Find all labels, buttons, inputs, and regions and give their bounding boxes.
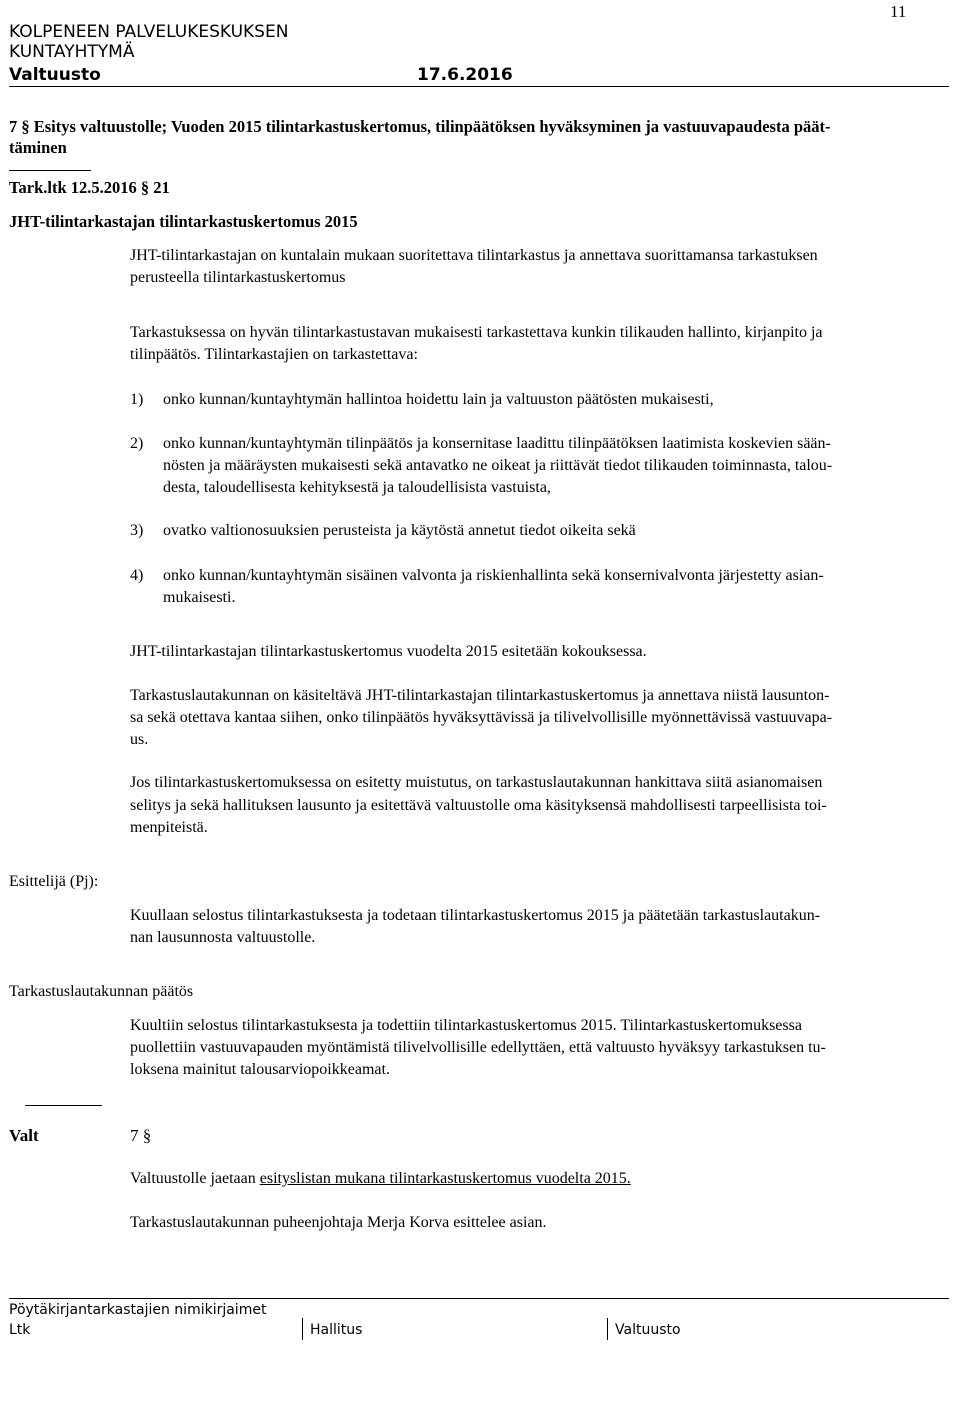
footer-rule [9, 1298, 949, 1299]
paragraph-4-line3: us. [130, 731, 149, 748]
org-name-line1: KOLPENEEN PALVELUKESKUKSEN [9, 22, 289, 42]
decision-line3: loksena mainitut talousarviopoikkeamat. [130, 1061, 390, 1078]
presenter-proposal-line1: Kuullaan selostus tilintarkastuksesta ja todetaan tilintarkastuskertomus 2015 ja päätetään tarkastuslautakun- [130, 907, 821, 924]
list-item-3-line1: ovatko valtionosuuksien perusteista ja käytöstä annetut tiedot oikeita sekä [163, 522, 636, 539]
paragraph-2-line1: Tarkastuksessa on hyvän tilintarkastustavan mukaisesti tarkastettava kunkin tilikauden hallinto, kirjanpito ja [130, 324, 823, 341]
meeting-body: Valtuusto [9, 65, 101, 85]
list-item-4-line1: onko kunnan/kuntayhtymän sisäinen valvonta ja riskienhallinta sekä konsernivalvonta järjestetty asian- [163, 567, 824, 584]
valt-section: 7 § [130, 1126, 152, 1145]
paragraph-5-line2: selitys ja sekä hallituksen lausunto ja esitettävä valtuustolle oma käsityksensä mahdollisesti tarpeellisista toi- [130, 797, 827, 814]
paragraph-1-line2: perusteella tilintarkastuskertomus [130, 269, 346, 286]
list-item-2-number: 2) [130, 435, 144, 452]
decision-label: Tarkastuslautakunnan päätös [9, 983, 194, 1000]
item-subtitle: JHT-tilintarkastajan tilintarkastuskertomus 2015 [9, 212, 358, 231]
footer-col-ltk: Ltk [9, 1322, 31, 1338]
footer-col-divider-2 [607, 1318, 608, 1340]
footer-title: Pöytäkirjantarkastajien nimikirjaimet [9, 1302, 267, 1318]
paragraph-4-line2: sa sekä otettava kantaa siihen, onko tilinpäätös hyväksyttävissä ja tilivelvollisille myönnettävissä vastuuvapa- [130, 709, 833, 726]
paragraph-1-line1: JHT-tilintarkastajan on kuntalain mukaan suoritettava tilintarkastus ja annettava suorittamansa tarkastuksen [130, 247, 818, 264]
decision-line1: Kuultiin selostus tilintarkastuksesta ja todettiin tilintarkastuskertomus 2015. Tilintarkastuskertomuksessa [130, 1017, 802, 1034]
paragraph-2-line2: tilinpäätös. Tilintarkastajien on tarkastettava: [130, 346, 418, 363]
title-underline [9, 170, 91, 171]
valt-text-line1-underlined: esityslistan mukana tilintarkastuskertomus vuodelta 2015. [259, 1170, 631, 1187]
item-title-line1: 7 § Esitys valtuustolle; Vuoden 2015 tilintarkastuskertomus, tilinpäätöksen hyväksyminen ja vastuuvapaudesta päät- [9, 117, 831, 136]
decision-line2: puollettiin vastuuvapauden myöntämistä tilivelvollisille edellyttäen, että valtuusto hyväksyy tarkastuksen tu- [130, 1039, 826, 1056]
list-item-2-line1: onko kunnan/kuntayhtymän tilinpäätös ja konsernitase laadittu tilinpäätöksen laatimista koskevien sään- [163, 435, 831, 452]
valt-text-line1 [130, 1167, 631, 1190]
paragraph-5-line3: menpiteistä. [130, 819, 208, 836]
valt-text-line1-intro: Valtuustolle jaetaan [130, 1170, 260, 1187]
footer-col-divider-1 [302, 1318, 303, 1340]
paragraph-3: JHT-tilintarkastajan tilintarkastuskertomus vuodelta 2015 esitetään kokouksessa. [130, 643, 647, 660]
presenter-proposal-line2: nan lausunnosta valtuustolle. [130, 929, 316, 946]
valt-separator [25, 1105, 102, 1106]
list-item-1-line1: onko kunnan/kuntayhtymän hallintoa hoidettu lain ja valtuuston päätösten mukaisesti, [163, 391, 714, 408]
page-number: 11 [890, 2, 907, 21]
header-rule [9, 86, 949, 87]
footer-col-hallitus: Hallitus [310, 1322, 363, 1338]
list-item-2-line2: nösten ja määräysten mukaisesti sekä antavatko ne oikeat ja riittävät tiedot tilikauden toiminnasta, talou- [163, 457, 833, 474]
list-item-4-number: 4) [130, 567, 144, 584]
meeting-date: 17.6.2016 [417, 65, 513, 85]
valt-label: Valt [9, 1126, 39, 1145]
org-name-line2: KUNTAYHTYMÄ [9, 42, 135, 62]
item-reference: Tark.ltk 12.5.2016 § 21 [9, 178, 170, 197]
presenter-label: Esittelijä (Pj): [9, 873, 99, 890]
list-item-1-number: 1) [130, 391, 144, 408]
valt-text-line2: Tarkastuslautakunnan puheenjohtaja Merja Korva esittelee asian. [130, 1214, 547, 1231]
list-item-3-number: 3) [130, 522, 144, 539]
paragraph-4-line1: Tarkastuslautakunnan on käsiteltävä JHT-tilintarkastajan tilintarkastuskertomus ja annettava niistä lausunton- [130, 687, 830, 704]
footer-col-valtuusto: Valtuusto [615, 1322, 681, 1338]
list-item-4-line2: mukaisesti. [163, 589, 236, 606]
paragraph-5-line1: Jos tilintarkastuskertomuksessa on esitetty muistutus, on tarkastuslautakunnan hankittava siitä asianomaisen [130, 774, 823, 791]
item-title-line2: täminen [9, 138, 67, 157]
list-item-2-line3: desta, taloudellisesta kehityksestä ja taloudellisista vastuista, [163, 479, 551, 496]
